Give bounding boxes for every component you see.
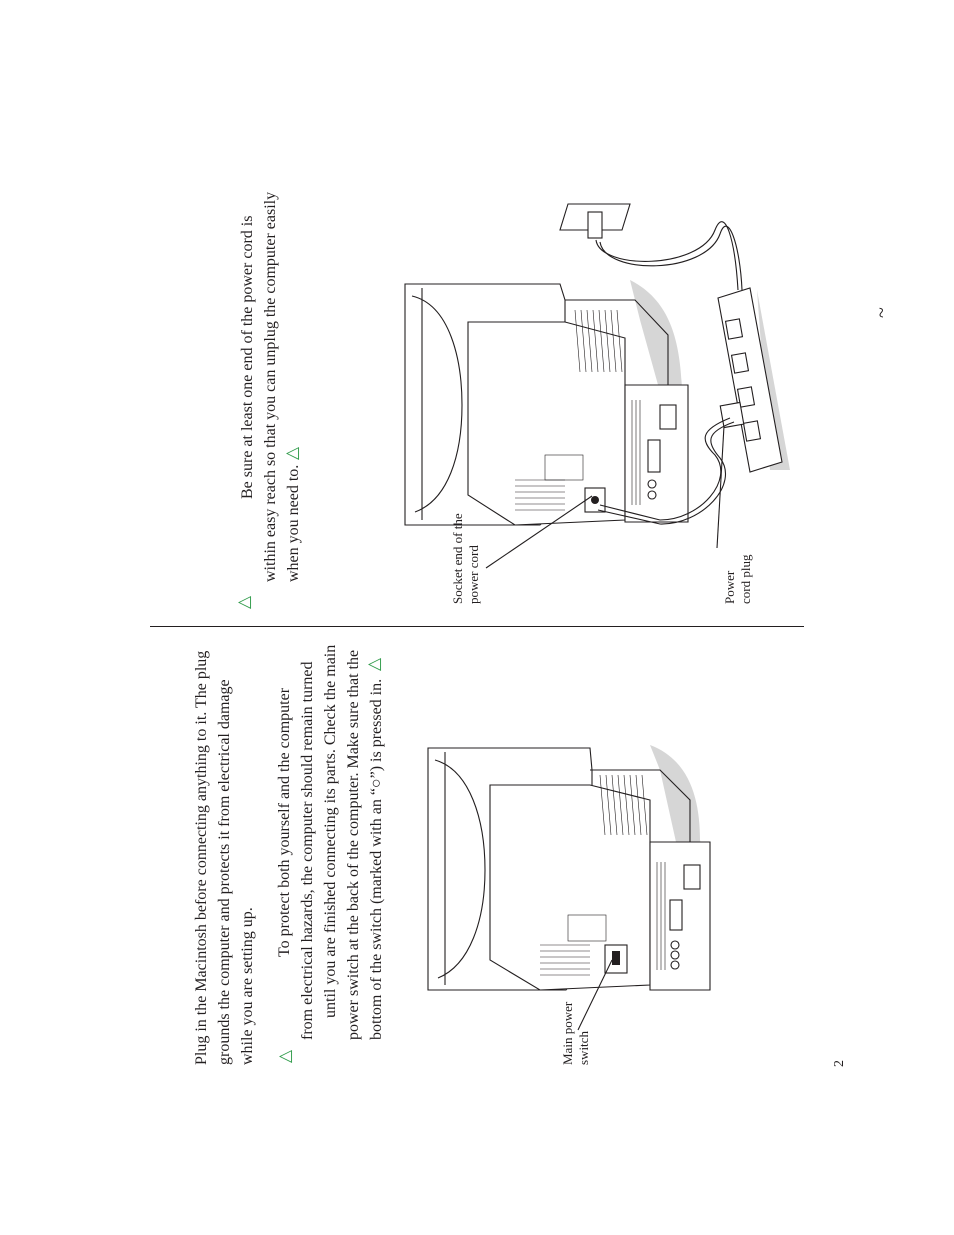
warning-triangle-icon-right: △: [234, 595, 254, 609]
callout-main-power-switch: Main power switch: [560, 1001, 591, 1065]
warning-line: bottom of the switch (marked with an “○”) is pressed in.: [368, 678, 385, 1040]
warning-end-triangle-icon-right: △: [282, 446, 302, 460]
warning-line: when you need to.: [285, 464, 302, 582]
macintosh-illustration-left: [428, 745, 710, 990]
intro-line: Plug in the Macintosh before connecting anything to it. The plug: [193, 650, 210, 1065]
warning-triangle-icon: △: [275, 1049, 295, 1063]
warning-paragraph-left: [273, 645, 388, 1040]
intro-paragraph: [190, 651, 259, 1065]
warning-line: within easy reach so that you can unplug the computer easily: [262, 191, 279, 582]
intro-line: grounds the computer and protects it from electrical damage: [216, 679, 233, 1065]
tilde-mark: ~: [871, 307, 893, 318]
callout-socket-end: Socket end of the power cord: [450, 513, 481, 604]
callout-power-cord-plug: Power cord plug: [722, 554, 753, 604]
warning-line: Be sure at least one end of the power cord is: [239, 215, 256, 499]
warning-line: To protect both yourself and the computer: [276, 687, 293, 957]
intro-line: while you are setting up.: [239, 907, 256, 1065]
section-divider: [150, 626, 804, 627]
warning-line: power switch at the back of the computer. Make sure that the: [345, 649, 362, 1040]
page-number: 2: [832, 1060, 847, 1067]
warning-paragraph-right: [236, 192, 305, 582]
warning-line: until you are finished connecting its parts. Check the main: [322, 644, 339, 1018]
warning-line: from electrical hazards, the computer should remain turned: [299, 661, 316, 1040]
warning-end-triangle-icon: △: [364, 657, 384, 671]
